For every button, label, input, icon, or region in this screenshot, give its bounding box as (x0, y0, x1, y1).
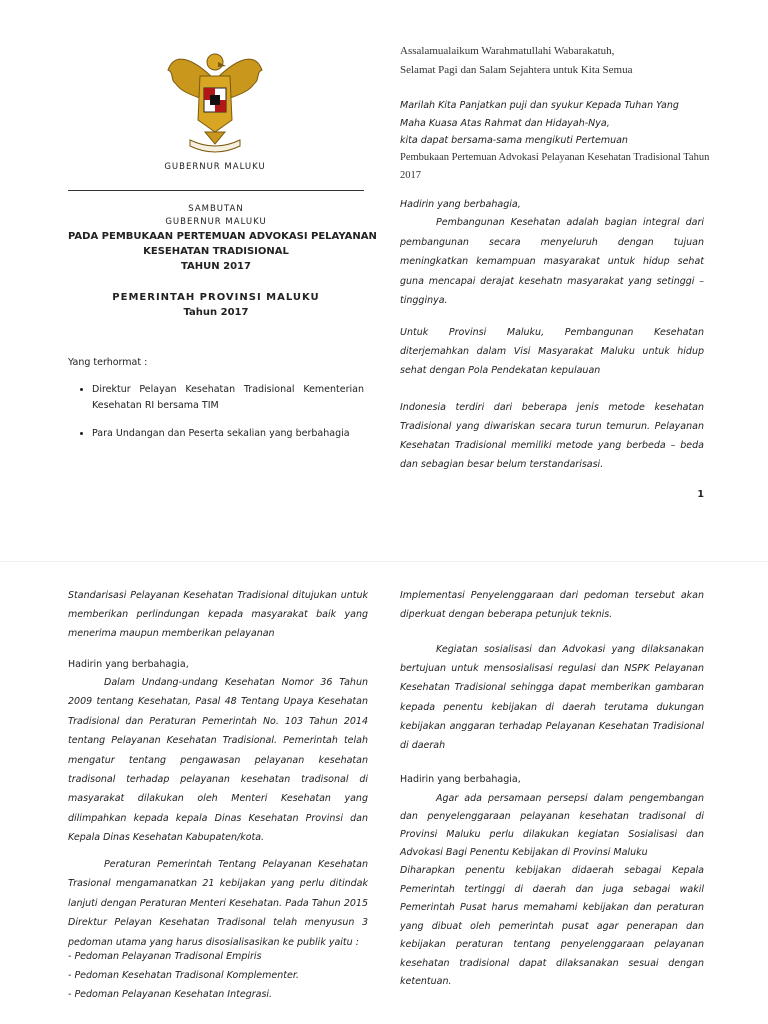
list-item: • Para Undangan dan Peserta sekalian yang berbahagia (92, 426, 364, 442)
paragraph: Diharapkan penentu kebijakan didaerah sebagai Kepala Pemerintah tertinggi di daerah dan juga sebagai wakil Pemerintah Pusat harus memahami kebijakan dan peraturan yang dibuat oleh pemerintah pusat agar penerapan dan kebijakan peraturan tentang penyelenggaraan pelayanan kesehatan tradisional dapat dilaksanakan sesuai dengan ketentuan. (400, 865, 704, 987)
event-title: Pembukaan Pertemuan Advokasi Pelayanan Kesehatan Tradisional Tahun 2017 (400, 152, 710, 181)
paragraph: Pembangunan Kesehatan adalah bagian integral dari pembangunan secara menyeluruh dengan tujuan meningkatkan kemampuan masyarakat untuk hidup sehat guna mencapai derajat kesehatn masyarakat yang setinggi – tingginya. (400, 217, 704, 306)
office-label: GUBERNUR MALUKU (164, 162, 266, 172)
government-label: PEMERINTAH PROVINSI MALUKU (112, 292, 320, 303)
greeting-2: Selamat Pagi dan Salam Sejahtera untuk Kita Semua (400, 64, 633, 76)
list-item: - Pedoman Pelayanan Tradisonal Empiris (68, 951, 262, 962)
title-line-3: TAHUN 2017 (181, 261, 251, 272)
page-separator (0, 561, 768, 562)
paragraph: Dalam Undang-undang Kesehatan Nomor 36 Tahun 2009 tentang Kesehatan, Pasal 48 Tentang Upaya Kesehatan Tradisional dan Peraturan Pemerintah No. 103 Tahun 2014 tentang Pelayanan Kesehatan Tradisional. Pemerintah telah mengatur tentang pengawasan pelayanan kesehatan tradisonal terhadap pelayanan kesehatan tradisonal di masyarakat dilakukan oleh Menteri Kesehatan yang dilimpahkan kepada kepala Dinas Kesehatan Provinsi dan Kepala Dinas Kesehatan Kabupaten/kota. (68, 677, 368, 844)
paragraph: Untuk Provinsi Maluku, Pembangunan Kesehatan diterjemahkan dalam Visi Masyarakat Maluku untuk hidup sehat dengan Pola Pendekatan kepulauan (400, 327, 704, 376)
list-item: • Direktur Pelayan Kesehatan Tradisional Kementerian Kesehatan RI bersama TIM (92, 382, 364, 414)
gubernur-label: GUBERNUR MALUKU (165, 217, 267, 227)
prayer-line-1: Marilah Kita Panjatkan puji dan syukur Kepada Tuhan Yang (400, 100, 679, 111)
list-item: - Pedoman Kesehatan Tradisonal Komplementer. (68, 970, 299, 981)
list-item: - Pedoman Pelayanan Kesehatan Integrasi. (68, 989, 273, 1000)
hadirin-greeting: Hadirin yang berbahagia, (400, 774, 521, 785)
paragraph: Indonesia terdiri dari beberapa jenis metode kesehatan Tradisional yang diwariskan secara turun temurun. Pelayanan Kesehatan Tradisional memiliki metode yang berbeda – beda dan sebagian besar belum terstandarisasi. (400, 402, 704, 470)
hadirin-greeting: Hadirin yang berbahagia, (400, 199, 521, 210)
hadirin-greeting: Hadirin yang berbahagia, (68, 659, 189, 670)
prayer-line-3: kita dapat bersama-sama mengikuti Pertemuan (400, 135, 628, 146)
greeting-1: Assalamualaikum Warahmatullahi Wabarakatuh, (400, 45, 615, 57)
prayer-line-2: Maha Kuasa Atas Rahmat dan Hidayah-Nya, (400, 118, 610, 129)
paragraph: Standarisasi Pelayanan Kesehatan Tradisional ditujukan untuk memberikan perlindungan kepada masyarakat baik yang menerima maupun memberikan pelayanan (68, 590, 368, 639)
paragraph: Peraturan Pemerintah Tentang Pelayanan Kesehatan Trasional mengamanatkan 21 kebijakan yang perlu ditindak lanjuti dengan Peraturan Menteri Kesehatan. Pada Tahun 2015 Direktur Pelayan Kesehatan Tradisonal telah menyusun 3 pedoman utama yang harus disosialisasikan ke publik yaitu : (68, 859, 368, 948)
garuda-pancasila-emblem (160, 40, 270, 160)
title-line-2: KESEHATAN TRADISIONAL (143, 246, 289, 257)
paragraph: Kegiatan sosialisasi dan Advokasi yang dilaksanakan bertujuan untuk mensosialisasi regulasi dan NSPK Pelayanan Kesehatan Tradisional sehingga dapat memberikan gambaran kepada penentu kebijakan di daerah terutama dukungan kebijakan anggaran terhadap Pelayanan Kesehatan Tradisional di daerah (400, 644, 704, 752)
respected-label: Yang terhormat : (68, 357, 148, 368)
title-line-1: PADA PEMBUKAAN PERTEMUAN ADVOKASI PELAYANAN (68, 231, 377, 242)
heading-block (68, 203, 377, 320)
paragraph: Implementasi Penyelenggaraan dari pedoman tersebut akan diperkuat dengan beberapa petunjuk teknis. (400, 590, 704, 620)
page-number: 1 (697, 489, 704, 500)
paragraph: Agar ada persamaan persepsi dalam pengembangan dan penyelenggaraan pelayanan kesehatan tradisonal di Provinsi Maluku perlu dilakukan kegiatan Sosialisasi dan Advokasi Bagi Penentu Kebijakan di Provinsi Maluku (400, 793, 704, 858)
guideline-list (68, 947, 368, 1004)
divider (68, 190, 364, 191)
government-year: Tahun 2017 (183, 307, 249, 318)
sambutan-label: SAMBUTAN (188, 204, 244, 214)
addressee-list (68, 382, 364, 454)
